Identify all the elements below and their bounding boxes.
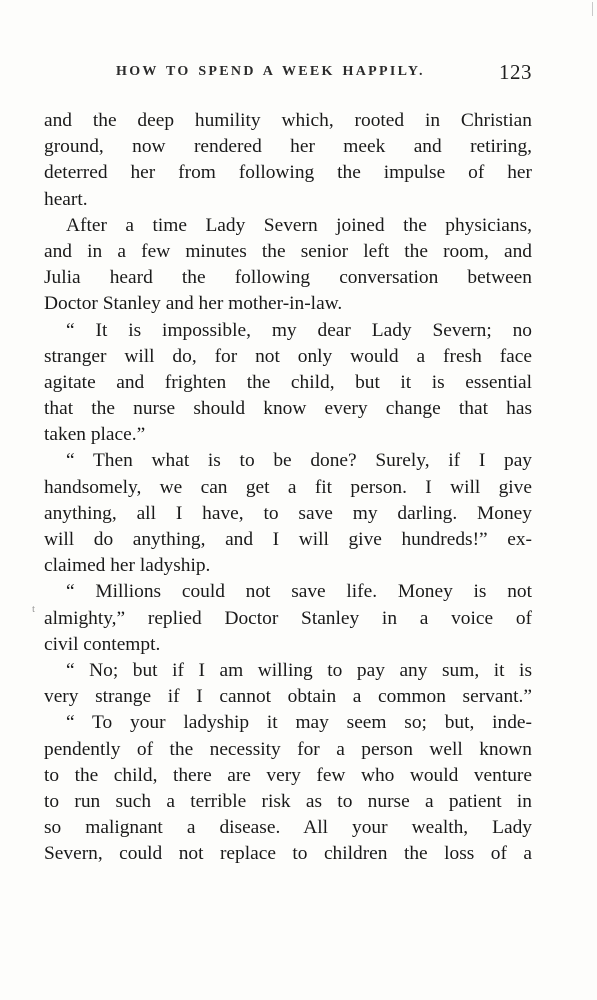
page-header: [44, 62, 532, 88]
text-line: handsomely, we can get a fit person. I will give: [44, 476, 532, 498]
page-edge-mark: [592, 2, 593, 16]
text-line: taken place.”: [44, 424, 146, 446]
text-line: anything, all I have, to save my darling. Money: [44, 502, 532, 524]
text-line: claimed her ladyship.: [44, 555, 211, 577]
text-line: that the nurse should know every change that has: [44, 398, 532, 420]
text-line: heart.: [44, 188, 88, 210]
text-line: “ No; but if I am willing to pay any sum, it is: [66, 659, 532, 681]
text-line: civil contempt.: [44, 633, 161, 655]
text-line: agitate and frighten the child, but it is essential: [44, 371, 532, 393]
text-line: and the deep humility which, rooted in Christian: [44, 110, 532, 131]
text-line: so malignant a disease. All your wealth, Lady: [44, 817, 532, 839]
text-line: ground, now rendered her meek and retiring,: [44, 136, 532, 158]
text-line: very strange if I cannot obtain a common servant.”: [44, 686, 532, 708]
text-line: “ Millions could not save life. Money is not: [66, 581, 532, 603]
text-line: “ It is impossible, my dear Lady Severn; no: [66, 319, 532, 341]
text-line: will do anything, and I will give hundreds!” ex-: [44, 529, 532, 550]
text-line: Doctor Stanley and her mother-in-law.: [44, 293, 343, 315]
text-line: deterred her from following the impulse of her: [44, 162, 532, 184]
text-line: “ Then what is to be done? Surely, if I pay: [66, 450, 532, 472]
margin-smudge: t: [32, 603, 36, 615]
body-text: [44, 108, 532, 867]
text-line: After a time Lady Severn joined the physicians,: [66, 214, 532, 236]
text-line: stranger will do, for not only would a fresh face: [44, 345, 532, 367]
text-line: almighty,” replied Doctor Stanley in a voice of: [44, 607, 532, 629]
text-line: and in a few minutes the senior left the room, and: [44, 240, 532, 262]
text-line: to run such a terrible risk as to nurse a patient in: [44, 790, 532, 812]
text-line: Julia heard the following conversation between: [44, 267, 532, 289]
text-line: “ To your ladyship it may seem so; but, inde-: [66, 712, 532, 734]
page-number: 123: [499, 60, 532, 84]
text-line: Severn, could not replace to children the loss of a: [44, 843, 532, 865]
text-line: to the child, there are very few who would venture: [44, 764, 532, 786]
text-line: pendently of the necessity for a person well known: [44, 738, 532, 760]
running-head: HOW TO SPEND A WEEK HAPPILY.: [116, 64, 425, 79]
